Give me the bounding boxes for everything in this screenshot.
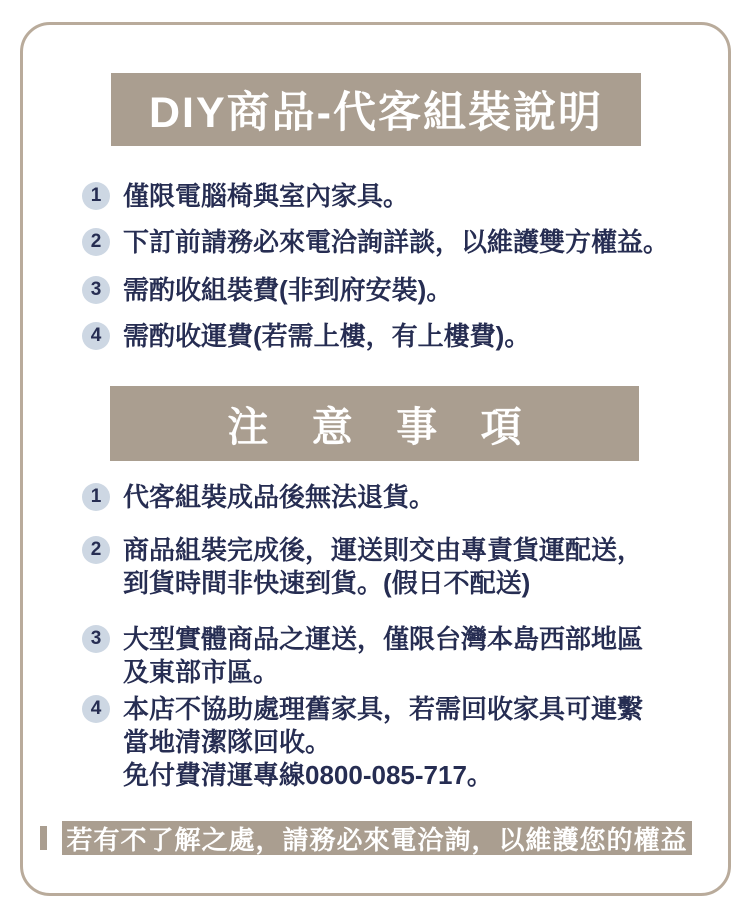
item-number-badge: 1 — [82, 182, 110, 210]
assembly-item-3-text — [123, 274, 452, 307]
notice-banner-text: 注 意 事 項 — [227, 404, 538, 450]
title-banner — [111, 73, 641, 146]
item-number-badge: 3 — [82, 625, 110, 653]
assembly-item-2 — [82, 226, 669, 259]
item-text-line: 需酌收組裝費(非到府安裝)。 — [123, 275, 453, 305]
notice-item-1 — [82, 481, 435, 514]
footer-banner-accent — [40, 826, 47, 850]
item-text-line: 及東部市區。 — [123, 657, 280, 687]
item-number-badge: 1 — [82, 483, 110, 511]
notice-item-2 — [82, 534, 643, 600]
item-text-line: 到貨時間非快速到貨。(假日不配送) — [123, 568, 531, 598]
item-text-line: 當地清潔隊回收。 — [123, 727, 332, 757]
item-number-badge: 2 — [82, 536, 110, 564]
item-number-badge: 3 — [82, 276, 110, 304]
item-text-line: 免付費清運專線0800-085-717。 — [123, 760, 493, 790]
title-banner-text: DIY商品-代客組裝說明 — [149, 89, 603, 137]
footer-banner — [62, 821, 692, 855]
item-text-line: 商品組裝完成後，運送則交由專責貨運配送， — [123, 535, 644, 565]
assembly-item-3 — [82, 274, 452, 307]
notice-banner — [110, 386, 639, 461]
item-text-line: 僅限電腦椅與室內家具。 — [123, 181, 410, 211]
assembly-item-1-text — [123, 180, 409, 213]
assembly-item-1 — [82, 180, 409, 213]
item-text-line: 大型實體商品之運送，僅限台灣本島西部地區 — [123, 624, 644, 654]
item-number-badge: 4 — [82, 695, 110, 723]
assembly-item-4 — [82, 320, 530, 353]
notice-item-3 — [82, 623, 643, 689]
item-text-line: 本店不協助處理舊家具，若需回收家具可連繫 — [123, 694, 644, 724]
notice-item-1-text — [123, 481, 435, 514]
item-number-badge: 2 — [82, 228, 110, 256]
footer-banner-text: 若有不了解之處，請務必來電洽詢，以維護您的權益 — [66, 824, 688, 855]
item-text-line: 下訂前請務必來電洽詢詳談，以維護雙方權益。 — [123, 227, 670, 257]
notice-item-4 — [82, 693, 643, 792]
assembly-item-2-text — [123, 226, 669, 259]
notice-item-2-text — [123, 534, 643, 600]
notice-item-4-text — [123, 693, 643, 792]
assembly-item-4-text — [123, 320, 530, 353]
item-text-line: 需酌收運費(若需上樓，有上樓費)。 — [123, 321, 531, 351]
item-number-badge: 4 — [82, 322, 110, 350]
notice-item-3-text — [123, 623, 643, 689]
item-text-line: 代客組裝成品後無法退貨。 — [123, 482, 436, 512]
